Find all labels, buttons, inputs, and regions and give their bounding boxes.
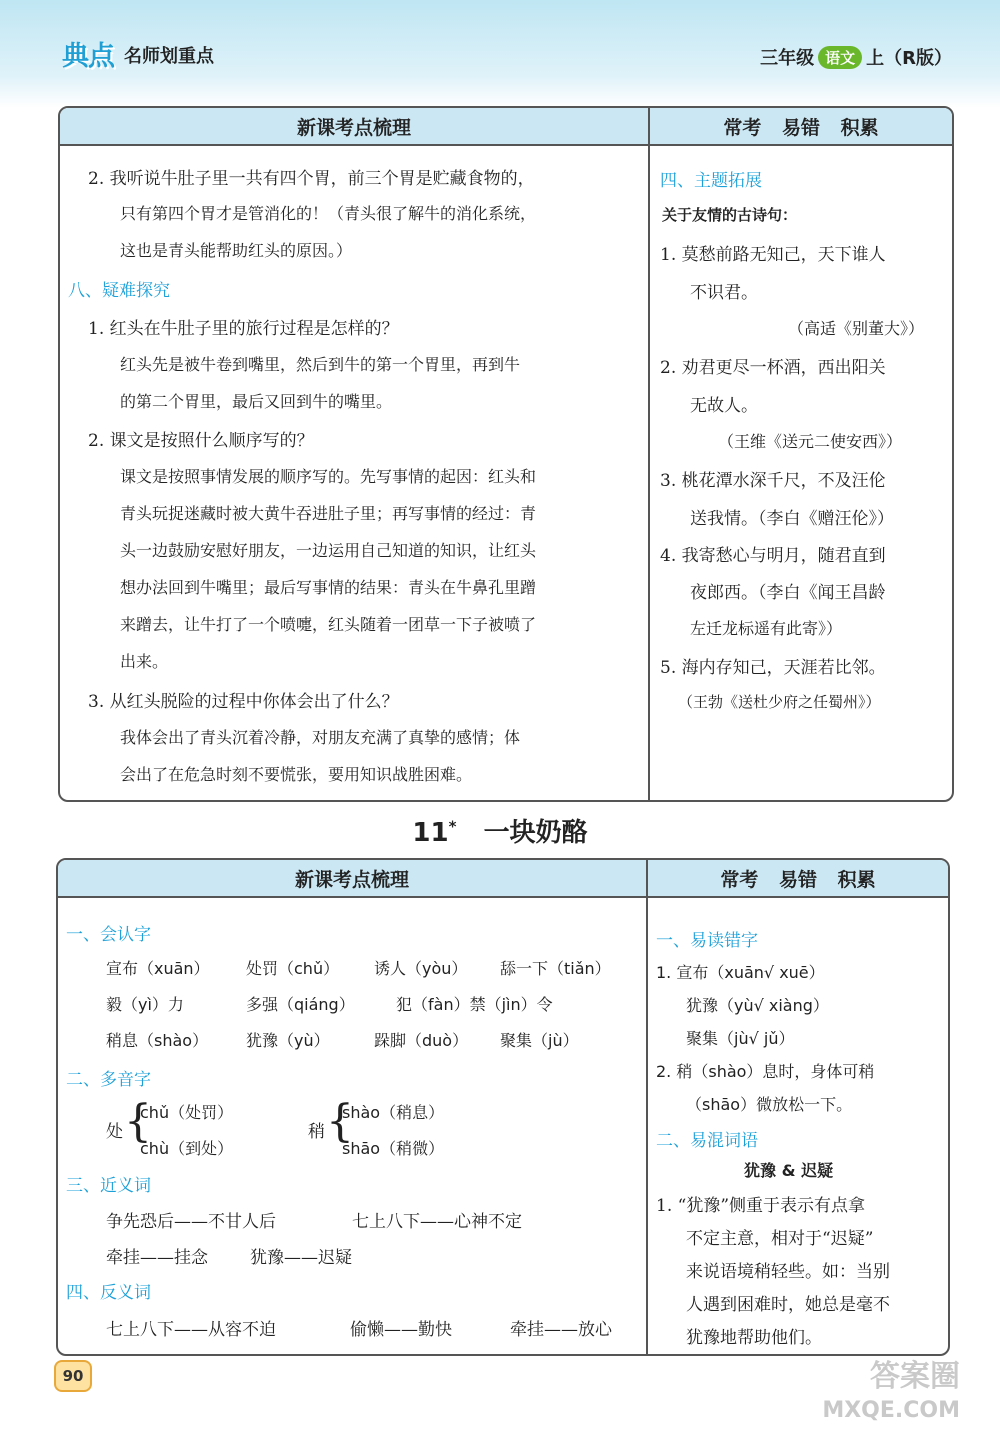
watermark-url: MXQE.COM <box>822 1398 960 1423</box>
lesson-name: 一块奶酪 <box>483 818 588 848</box>
text-line: （shāo）微放松一下。 <box>686 1095 853 1114</box>
text-line: 的第二个胃里，最后又回到牛的嘴里。 <box>120 392 393 411</box>
synonym-pair: 七上八下——心神不定 <box>352 1212 522 1232</box>
grade-label <box>760 44 952 70</box>
text-line: 我体会出了青头沉着冷静，对朋友充满了真挚的感情；体 <box>120 728 521 747</box>
text-line: 聚集（jù√ jǔ） <box>686 1029 795 1048</box>
text-line: 1. 莫愁前路无知己，天下谁人 <box>660 245 886 265</box>
text-line: 5. 海内存知己，天涯若比邻。 <box>660 658 886 678</box>
section-heading: 三、近义词 <box>66 1176 151 1196</box>
polyphone-reading: chù（到处） <box>140 1139 234 1158</box>
text-line: 青头玩捉迷藏时被大黄牛吞进肚子里；再写事情的经过：青 <box>120 504 537 523</box>
word-item: 跺脚（duò） <box>374 1031 469 1050</box>
text-line: 人遇到困难时，她总是毫不 <box>686 1295 890 1315</box>
text-line: 送我情。（李白《赠汪伦》） <box>690 509 894 529</box>
text-line: 关于友情的古诗句： <box>662 206 798 224</box>
antonym-pair: 七上八下——从容不迫 <box>106 1320 276 1340</box>
word-item: 聚集（jù） <box>500 1031 579 1050</box>
text-line: 2. 我听说牛肚子里一共有四个胃，前三个胃是贮藏食物的， <box>88 169 535 189</box>
text-line: 这也是青头能帮助红头的原因。） <box>120 241 353 260</box>
word-item: 犯（fàn）禁（jìn）令 <box>396 995 553 1014</box>
text-line: 红头先是被牛卷到嘴里，然后到牛的第一个胃里，再到牛 <box>120 355 521 374</box>
text-line: 2. 稍（shào）息时，身体可稍 <box>656 1062 875 1081</box>
synonym-pair: 争先恐后——不甘人后 <box>106 1212 276 1232</box>
text-line: 2. 劝君更尽一杯酒，西出阳关 <box>660 358 886 378</box>
word-item: 舔一下（tiǎn） <box>500 959 611 978</box>
word-item: 处罚（chǔ） <box>246 959 340 978</box>
text-line: 会出了在危急时刻不要慌张，要用知识战胜困难。 <box>120 765 473 784</box>
synonym-pair: 犹豫——迟疑 <box>250 1248 352 1268</box>
text-line: 1. 宣布（xuān√ xuē） <box>656 963 825 982</box>
polyphone-char: 处 <box>106 1122 123 1142</box>
text-line: 想办法回到牛嘴里；最后写事情的结果：青头在牛鼻孔里蹭 <box>120 578 537 597</box>
text-line: 1. 红头在牛肚子里的旅行过程是怎样的？ <box>88 319 399 339</box>
text-line: 无故人。 <box>690 396 758 416</box>
text-line: 来说语境稍轻些。如：当别 <box>686 1262 890 1282</box>
section-heading: 一、易读错字 <box>656 931 758 951</box>
panel-bottom <box>56 858 950 1356</box>
section-heading: 八、疑难探究 <box>68 281 170 301</box>
synonym-pair: 牵挂——挂念 <box>106 1248 208 1268</box>
text-line: 不识君。 <box>690 283 758 303</box>
word-item: 多强（qiáng） <box>246 995 355 1014</box>
text-line: 不定主意，相对于“迟疑” <box>686 1229 874 1249</box>
word-item: 稍息（shào） <box>106 1031 209 1050</box>
text-line: 夜郎西。（李白《闻王昌龄 <box>690 583 886 603</box>
brace-symbol: { <box>124 1096 152 1147</box>
text-line: 头一边鼓励安慰好朋友，一边运用自己知道的知识，让红头 <box>120 541 537 560</box>
word-item: 宣布（xuān） <box>106 959 210 978</box>
text-line: 犹豫（yù√ xiàng） <box>686 996 829 1015</box>
text-line: 2. 课文是按照什么顺序写的？ <box>88 431 314 451</box>
antonym-pair: 偷懒——勤快 <box>350 1320 452 1340</box>
section-heading: 二、多音字 <box>66 1070 151 1090</box>
panel-top-right-header: 常考 易错 积累 <box>723 116 879 139</box>
polyphone-reading: shào（稍息） <box>342 1103 445 1122</box>
text-line: 课文是按照事情发展的顺序写的。先写事情的起因：红头和 <box>120 467 537 486</box>
text-line: 3. 从红头脱险的过程中你体会出了什么？ <box>88 692 399 712</box>
edition-text: 上（R版） <box>866 48 952 69</box>
text-line: 1. “犹豫”侧重于表示有点拿 <box>656 1196 866 1216</box>
text-line: 犹豫地帮助他们。 <box>686 1328 822 1348</box>
panel-top-divider <box>648 108 650 800</box>
lesson-mark: * <box>448 817 457 836</box>
section-heading: 一、会认字 <box>66 925 151 945</box>
brand-logo: 典点 <box>62 41 114 72</box>
text-line: （王维《送元二使安西》） <box>718 432 903 451</box>
panel-bottom-divider <box>646 860 648 1354</box>
text-line: 4. 我寄愁心与明月，随君直到 <box>660 546 886 566</box>
text-line: （高适《别董大》） <box>788 319 925 338</box>
lesson-number: 11 <box>412 818 449 848</box>
panel-top-left-header: 新课考点梳理 <box>296 116 411 139</box>
text-line: 犹豫 & 迟疑 <box>744 1161 834 1180</box>
polyphone-char: 稍 <box>308 1122 325 1142</box>
text-line: 3. 桃花潭水深千尺，不及汪伦 <box>660 471 886 491</box>
antonym-pair: 牵挂——放心 <box>510 1320 612 1340</box>
section-heading: 四、主题拓展 <box>660 171 762 191</box>
polyphone-reading: chǔ（处罚） <box>140 1103 234 1122</box>
panel-bottom-right-header: 常考 易错 积累 <box>720 868 876 891</box>
word-item: 犹豫（yù） <box>246 1031 330 1050</box>
grade-text: 三年级 <box>760 48 815 69</box>
text-line: 出来。 <box>120 652 169 671</box>
lesson-title <box>0 812 1000 849</box>
brand-subtitle: 名师划重点 <box>124 46 214 67</box>
panel-bottom-left-header: 新课考点梳理 <box>294 868 409 891</box>
section-heading: 四、反义词 <box>66 1283 151 1303</box>
section-heading: 二、易混词语 <box>656 1131 758 1151</box>
panel-top <box>58 106 954 802</box>
brace-symbol: { <box>326 1096 354 1147</box>
text-line: （王勃《送杜少府之任蜀州》） <box>678 693 881 711</box>
text-line: 只有第四个胃才是管消化的！（青头很了解牛的消化系统， <box>120 204 537 223</box>
page-number: 90 <box>54 1360 92 1392</box>
polyphone-reading: shāo（稍微） <box>342 1139 445 1158</box>
text-line: 左迁龙标遥有此寄》） <box>690 619 843 638</box>
watermark <box>822 1360 960 1428</box>
watermark-text: 答案圈 <box>870 1359 960 1394</box>
text-line: 来蹭去，让牛打了一个喷嚏，红头随着一团草一下子被喷了 <box>120 615 537 634</box>
subject-badge: 语文 <box>818 46 862 69</box>
word-item: 毅（yì）力 <box>106 995 184 1014</box>
word-item: 诱人（yòu） <box>374 959 468 978</box>
